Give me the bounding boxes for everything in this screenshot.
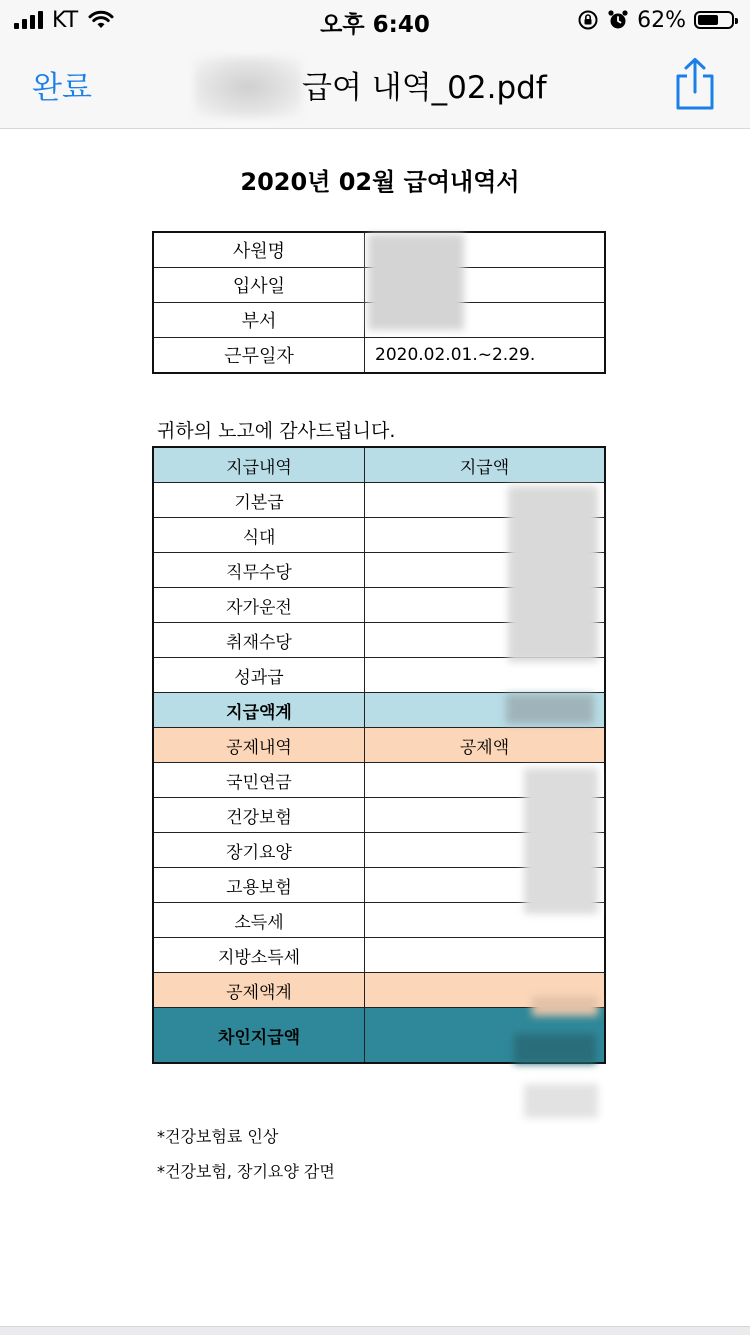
payment-row	[153, 658, 605, 693]
share-icon[interactable]	[672, 56, 718, 112]
clock: 오후 6:40	[320, 12, 430, 38]
done-button[interactable]: 완료	[32, 70, 92, 106]
deduction-item: 지방소득세	[153, 938, 365, 973]
payment-total-label: 지급액계	[153, 693, 365, 728]
payment-item: 기본급	[153, 483, 365, 518]
alarm-icon	[607, 9, 629, 31]
payment-item: 취재수당	[153, 623, 365, 658]
redacted-deduction-total	[532, 996, 598, 1016]
orientation-lock-icon	[577, 9, 599, 31]
redacted-payment-amounts	[508, 486, 598, 662]
deduction-amount	[365, 938, 606, 973]
info-value: 2020.02.01.~2.29.	[365, 338, 606, 374]
footnote: *건강보험, 장기요양 감면	[157, 1162, 335, 1181]
info-row	[153, 338, 605, 374]
deduction-item: 장기요양	[153, 833, 365, 868]
battery-percent: 62%	[637, 7, 686, 33]
deduction-header-amount: 공제액	[365, 728, 606, 763]
redacted-deduction-amounts	[524, 768, 598, 914]
info-label: 부서	[153, 303, 365, 338]
info-label: 사원명	[153, 232, 365, 268]
redacted-footer-value	[524, 1084, 598, 1118]
document-title: 급여 내역_02.pdf	[302, 70, 547, 106]
deduction-item: 건강보험	[153, 798, 365, 833]
deduction-header-row	[153, 728, 605, 763]
battery-level	[698, 15, 718, 25]
payment-item: 자가운전	[153, 588, 365, 623]
battery-icon	[694, 11, 734, 29]
deduction-total-label: 공제액계	[153, 973, 365, 1008]
info-label: 근무일자	[153, 338, 365, 374]
deduction-item: 국민연금	[153, 763, 365, 798]
deduction-row	[153, 938, 605, 973]
footnote: *건강보험료 인상	[157, 1127, 279, 1146]
payment-amount	[365, 658, 606, 693]
status-bar	[0, 0, 750, 40]
redacted-name	[194, 56, 302, 118]
greeting-text: 귀하의 노고에 감사드립니다.	[157, 420, 396, 442]
carrier-label: KT	[52, 7, 79, 33]
payment-header-amount: 지급액	[365, 447, 606, 483]
deduction-header-item: 공제내역	[153, 728, 365, 763]
payment-header-row	[153, 447, 605, 483]
payment-header-item: 지급내역	[153, 447, 365, 483]
deduction-item: 고용보험	[153, 868, 365, 903]
redacted-net-pay	[514, 1034, 596, 1064]
info-label: 입사일	[153, 268, 365, 303]
redacted-info	[368, 234, 464, 330]
redacted-payment-total	[506, 694, 594, 724]
payment-item: 식대	[153, 518, 365, 553]
payment-item: 성과급	[153, 658, 365, 693]
payment-item: 직무수당	[153, 553, 365, 588]
net-pay-label: 차인지급액	[153, 1008, 365, 1064]
payslip-title: 2020년 02월 급여내역서	[240, 168, 520, 196]
nav-bar	[0, 40, 750, 129]
deduction-item: 소득세	[153, 903, 365, 938]
